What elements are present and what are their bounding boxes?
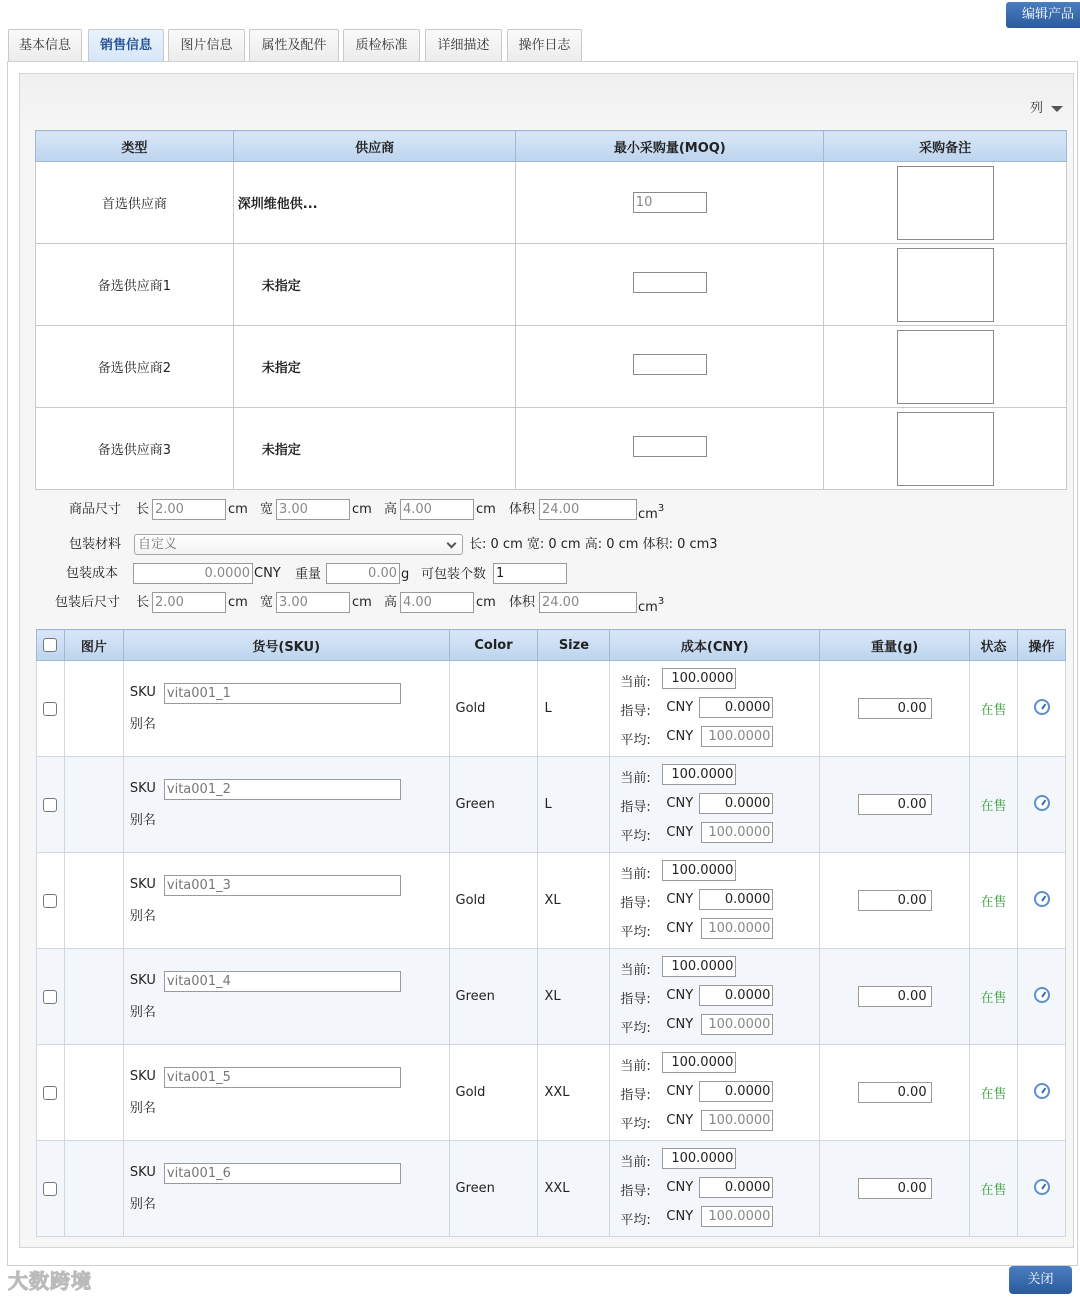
supplier-type: 备选供应商3 (36, 408, 234, 490)
tab-log[interactable]: 操作日志 (507, 29, 582, 61)
sku-label: SKU (129, 685, 156, 700)
remark-textarea[interactable] (897, 330, 994, 404)
packed-volume-input[interactable]: 24.00 (539, 592, 637, 613)
avg-cost-label: 平均: (620, 1021, 651, 1036)
weight-label: 重量 (295, 567, 322, 582)
length-label: 长 (136, 502, 150, 517)
avg-cost-input: 100.0000 (701, 822, 773, 843)
volume-unit: $cm^3$ (638, 503, 665, 522)
color-value: Gold (449, 661, 538, 757)
width-input[interactable]: 3.00 (276, 499, 350, 520)
size-value: XXL (538, 1045, 610, 1141)
status-badge: 在售 (970, 661, 1018, 757)
guide-cost-input[interactable]: 0.0000 (699, 889, 773, 910)
header-image: 图片 (64, 630, 123, 661)
supplier-name[interactable]: 未指定 (233, 408, 516, 490)
avg-currency: CNY (666, 1113, 694, 1128)
tab-description[interactable]: 详细描述 (425, 29, 502, 61)
length-label: 长 (136, 595, 150, 610)
current-cost-label: 当前: (620, 675, 651, 690)
moq-input[interactable]: 10 (633, 192, 707, 213)
tab-quality[interactable]: 质检标准 (343, 29, 420, 61)
history-clock-icon[interactable] (1034, 1179, 1050, 1195)
edit-product-button[interactable]: 编辑产品 (1006, 2, 1080, 28)
guide-currency: CNY (666, 892, 694, 907)
current-cost-input[interactable]: 100.0000 (662, 764, 736, 785)
unit-label: cm (228, 595, 248, 610)
guide-currency: CNY (666, 1084, 694, 1099)
sku-input[interactable]: vita001_3 (164, 875, 401, 896)
sku-label: SKU (129, 1069, 156, 1084)
guide-currency: CNY (666, 796, 694, 811)
packaging-cost-label: 包装成本 (66, 566, 119, 581)
avg-cost-input: 100.0000 (701, 1014, 773, 1035)
guide-cost-label: 指导: (620, 800, 651, 815)
current-cost-input[interactable]: 100.0000 (662, 1052, 736, 1073)
sku-image-cell (64, 949, 123, 1045)
supplier-name[interactable]: 未指定 (233, 326, 516, 408)
current-cost-label: 当前: (620, 771, 651, 786)
weight-unit: g (401, 567, 410, 582)
sku-image-cell (64, 757, 123, 853)
guide-cost-label: 指导: (620, 1184, 651, 1199)
current-cost-label: 当前: (620, 867, 651, 882)
current-cost-label: 当前: (620, 963, 651, 978)
header-color: Color (449, 630, 538, 661)
header-status: 状态 (970, 630, 1018, 661)
history-clock-icon[interactable] (1034, 987, 1050, 1003)
current-cost-input[interactable]: 100.0000 (662, 1148, 736, 1169)
table-row (36, 408, 1067, 490)
avg-cost-label: 平均: (620, 925, 651, 940)
moq-input[interactable] (633, 354, 707, 375)
sku-input[interactable]: vita001_5 (164, 1067, 401, 1088)
header-supplier: 供应商 (233, 131, 516, 162)
packed-length-input[interactable]: 2.00 (152, 592, 226, 613)
chevron-down-icon (447, 539, 457, 549)
alias-label: 别名 (129, 717, 156, 732)
header-sku: 货号(SKU) (123, 630, 449, 661)
width-label: 宽 (260, 595, 274, 610)
volume-label: 体积 (509, 502, 536, 517)
current-cost-label: 当前: (620, 1155, 651, 1170)
row-checkbox[interactable] (43, 798, 57, 812)
packaging-select[interactable]: 自定义 (134, 534, 463, 555)
pack-count-label: 可包装个数 (421, 567, 487, 582)
moq-input[interactable] (633, 436, 707, 457)
supplier-type: 首选供应商 (36, 162, 234, 244)
weight-input[interactable]: 0.00 (326, 563, 400, 584)
tab-images[interactable]: 图片信息 (168, 29, 245, 61)
supplier-name[interactable]: 深圳维他供... (233, 162, 516, 244)
current-cost-label: 当前: (620, 1059, 651, 1074)
guide-cost-label: 指导: (620, 896, 651, 911)
weight-input[interactable]: 0.00 (858, 1082, 932, 1103)
guide-cost-label: 指导: (620, 992, 651, 1007)
guide-currency: CNY (666, 700, 694, 715)
guide-cost-input[interactable]: 0.0000 (699, 1177, 773, 1198)
close-button[interactable]: 关闭 (1009, 1266, 1072, 1294)
table-row (37, 1045, 1066, 1141)
sku-input[interactable]: vita001_2 (164, 779, 401, 800)
sku-input[interactable]: vita001_4 (164, 971, 401, 992)
current-cost-input[interactable]: 100.0000 (662, 668, 736, 689)
guide-currency: CNY (666, 1180, 694, 1195)
remark-textarea[interactable] (897, 166, 994, 240)
sku-image-cell (64, 661, 123, 757)
size-value: XXL (538, 1141, 610, 1237)
volume-label: 体积 (509, 595, 536, 610)
guide-cost-input[interactable]: 0.0000 (699, 1081, 773, 1102)
height-input[interactable]: 4.00 (400, 499, 474, 520)
status-badge: 在售 (970, 949, 1018, 1045)
packed-height-input[interactable]: 4.00 (400, 592, 474, 613)
color-value: Gold (449, 853, 538, 949)
header-actions: 操作 (1018, 630, 1066, 661)
row-checkbox[interactable] (43, 1086, 57, 1100)
color-value: Gold (449, 1045, 538, 1141)
remark-textarea[interactable] (897, 248, 994, 322)
status-badge: 在售 (970, 1141, 1018, 1237)
color-value: Green (449, 949, 538, 1045)
table-row (37, 853, 1066, 949)
watermark-logo: 大数跨境 (8, 1269, 92, 1293)
avg-cost-label: 平均: (620, 829, 651, 844)
pack-count-input[interactable]: 1 (493, 563, 567, 584)
alias-label: 别名 (129, 1197, 156, 1212)
sku-image-cell (64, 1045, 123, 1141)
packaging-label: 包装材料 (69, 537, 122, 552)
columns-menu-label: 列 (1030, 101, 1044, 116)
moq-input[interactable] (633, 272, 707, 293)
status-badge: 在售 (970, 757, 1018, 853)
height-label: 高 (384, 502, 398, 517)
header-size: Size (538, 630, 610, 661)
supplier-type: 备选供应商1 (36, 244, 234, 326)
row-checkbox[interactable] (43, 894, 57, 908)
header-weight: 重量(g) (820, 630, 970, 661)
columns-menu[interactable] (1030, 97, 1063, 116)
alias-label: 别名 (129, 909, 156, 924)
header-moq: 最小采购量(MOQ) (516, 131, 824, 162)
unit-label: cm (228, 502, 248, 517)
weight-input[interactable]: 0.00 (858, 890, 932, 911)
tab-basic-info[interactable]: 基本信息 (8, 29, 82, 61)
header-type: 类型 (36, 131, 234, 162)
size-value: XL (538, 853, 610, 949)
chevron-down-icon (1051, 106, 1063, 112)
weight-input[interactable]: 0.00 (858, 986, 932, 1007)
row-checkbox[interactable] (43, 990, 57, 1004)
history-clock-icon[interactable] (1034, 1083, 1050, 1099)
table-row (37, 757, 1066, 853)
sku-label: SKU (129, 781, 156, 796)
color-value: Green (449, 757, 538, 853)
avg-currency: CNY (666, 729, 694, 744)
unit-label: cm (476, 595, 496, 610)
packed-size-label: 包装后尺寸 (55, 595, 121, 610)
size-value: L (538, 661, 610, 757)
header-remark: 采购备注 (824, 131, 1067, 162)
guide-cost-label: 指导: (620, 1088, 651, 1103)
height-label: 高 (384, 595, 398, 610)
history-clock-icon[interactable] (1034, 699, 1050, 715)
avg-cost-input: 100.0000 (701, 918, 773, 939)
size-value: XL (538, 949, 610, 1045)
sku-label: SKU (129, 973, 156, 988)
sku-input[interactable]: vita001_6 (164, 1163, 401, 1184)
avg-currency: CNY (666, 1209, 694, 1224)
select-all-checkbox[interactable] (43, 638, 57, 652)
avg-currency: CNY (666, 921, 694, 936)
table-row (36, 162, 1067, 244)
weight-input[interactable]: 0.00 (858, 1178, 932, 1199)
alias-label: 别名 (129, 1005, 156, 1020)
sku-label: SKU (129, 877, 156, 892)
unit-label: cm (352, 595, 372, 610)
supplier-table (35, 130, 1067, 490)
tab-sales-info[interactable]: 销售信息 (88, 29, 164, 62)
width-label: 宽 (260, 502, 274, 517)
size-value: L (538, 757, 610, 853)
avg-currency: CNY (666, 1017, 694, 1032)
volume-input[interactable]: 24.00 (539, 499, 637, 520)
remark-textarea[interactable] (897, 412, 994, 486)
guide-cost-label: 指导: (620, 704, 651, 719)
table-row (36, 326, 1067, 408)
row-checkbox[interactable] (43, 1182, 57, 1196)
current-cost-input[interactable]: 100.0000 (662, 860, 736, 881)
packed-width-input[interactable]: 3.00 (276, 592, 350, 613)
sku-image-cell (64, 853, 123, 949)
current-cost-input[interactable]: 100.0000 (662, 956, 736, 977)
guide-cost-input[interactable]: 0.0000 (699, 985, 773, 1006)
supplier-name[interactable]: 未指定 (233, 244, 516, 326)
table-row (37, 949, 1066, 1045)
row-checkbox[interactable] (43, 702, 57, 716)
guide-currency: CNY (666, 988, 694, 1003)
guide-cost-input[interactable]: 0.0000 (699, 793, 773, 814)
avg-cost-label: 平均: (620, 733, 651, 748)
status-badge: 在售 (970, 853, 1018, 949)
guide-cost-input[interactable]: 0.0000 (699, 697, 773, 718)
table-row (37, 1141, 1066, 1237)
sku-table (36, 629, 1066, 1237)
tab-attributes[interactable]: 属性及配件 (249, 29, 339, 61)
table-row (37, 661, 1066, 757)
packaging-dims-text: 长: 0 cm 宽: 0 cm 高: 0 cm 体积: 0 cm3 (469, 537, 718, 552)
alias-label: 别名 (129, 813, 156, 828)
avg-cost-input: 100.0000 (701, 1206, 773, 1227)
length-input[interactable]: 2.00 (152, 499, 226, 520)
product-size-label: 商品尺寸 (69, 502, 122, 517)
avg-currency: CNY (666, 825, 694, 840)
avg-cost-label: 平均: (620, 1117, 651, 1132)
volume-unit: $cm^3$ (638, 596, 665, 615)
unit-label: cm (476, 502, 496, 517)
currency-label: CNY (254, 566, 281, 581)
history-clock-icon[interactable] (1034, 891, 1050, 907)
avg-cost-input: 100.0000 (701, 726, 773, 747)
sku-image-cell (64, 1141, 123, 1237)
history-clock-icon[interactable] (1034, 795, 1050, 811)
supplier-type: 备选供应商2 (36, 326, 234, 408)
table-row (36, 244, 1067, 326)
status-badge: 在售 (970, 1045, 1018, 1141)
weight-input[interactable]: 0.00 (858, 698, 932, 719)
alias-label: 别名 (129, 1101, 156, 1116)
avg-cost-input: 100.0000 (701, 1110, 773, 1131)
unit-label: cm (352, 502, 372, 517)
color-value: Green (449, 1141, 538, 1237)
sku-input[interactable]: vita001_1 (164, 683, 401, 704)
weight-input[interactable]: 0.00 (858, 794, 932, 815)
packaging-cost-input[interactable]: 0.0000 (133, 563, 253, 584)
sku-label: SKU (129, 1165, 156, 1180)
header-cost: 成本(CNY) (610, 630, 820, 661)
avg-cost-label: 平均: (620, 1213, 651, 1228)
